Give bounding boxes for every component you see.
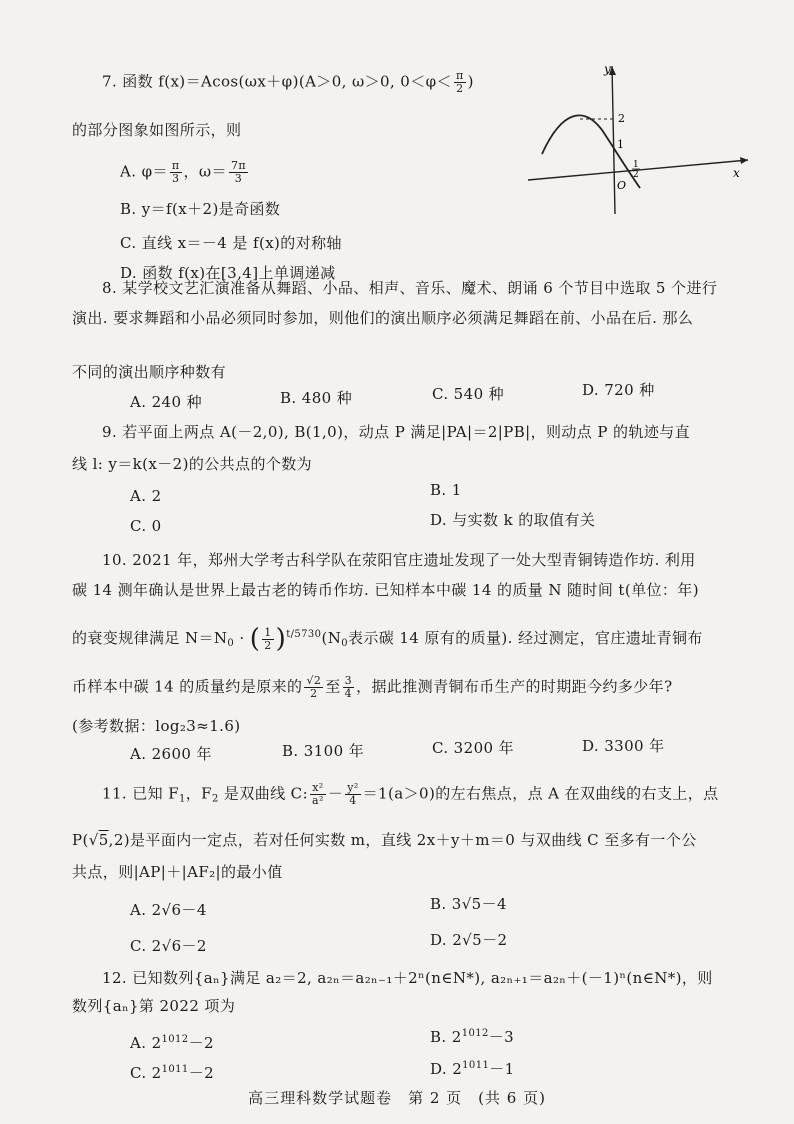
q9-option-c: C. 0 [130,517,162,535]
q9-line2: 线 l: y＝k(x－2)的公共点的个数为 [72,455,313,473]
q10-line4: 币样本中碳 14 的质量约是原来的 $\frac{√2}{2}$ 至 $\frac{3}{4}$ ，据此推测青铜布币生产的时期距今约多少年? [72,674,673,700]
q8-line2: 演出. 要求舞蹈和小品必须同时参加，则他们的演出顺序必须满足舞蹈在前、小品在后. 那么 [72,309,694,327]
q10-line3: 的衰变规律满足 $N=N_0$ · ( $\frac{1}{2}$ )$^{t/5730}(N_0$表示碳 14 原有的质量). 经过测定，官庄遗址青铜布 [72,624,703,654]
q7-option-c: C. 直线 x＝－4 是 f(x)的对称轴 [120,234,342,252]
tick-half-den: 2 [633,170,639,180]
tick-2: 2 [618,112,625,125]
page-footer: 高三理科数学试题卷 第 2 页 (共 6 页) [248,1089,546,1107]
y-axis [612,66,615,214]
q7-function-graph [522,56,754,220]
q10-line2: 碳 14 测年确认是世界上最古老的铸币作坊. 已知样本中碳 14 的质量 N 随时间 t(单位：年) [72,581,699,599]
q10-line1: 10. 2021 年，郑州大学考古科学队在荥阳官庄遗址发现了一处大型青铜铸造作坊. 利用 [102,551,696,569]
q8-option-c: C. 540 种 [432,385,505,403]
q7-option-a: A. φ＝ $\frac{\pi}{3}$ ，ω＝ $\frac{7\pi}{3}$ [120,159,246,185]
q11-option-c: C. 2√6－2 [130,937,207,955]
q12-line2: 数列{aₙ}第 2022 项为 [72,997,236,1015]
y-label: y [604,62,611,76]
q11-line3: 共点，则|AP|＋|AF₂|的最小值 [72,863,283,881]
q12-option-d: D. $2^{1011}-1$ [430,1060,515,1078]
q8-option-b: B. 480 种 [280,389,353,407]
q9-line1: 9. 若平面上两点 A(－2,0), B(1,0)，动点 P 满足|PA|＝2|PB|，则动点 P 的轨迹与直 [102,423,691,441]
q8-line3: 不同的演出顺序种数有 [72,363,227,381]
q10-option-c: C. 3200 年 [432,739,515,757]
tick-half-num: 1 [633,160,639,170]
q7-pi-over-2: $\frac{\pi}{2}$ [455,69,464,95]
q7-option-b: B. y＝f(x＋2)是奇函数 [120,200,281,218]
q7-option-d: D. 函数 f(x)在[3,4]上单调递减 [120,264,336,282]
q12-option-b: B. $2^{1012}-3$ [430,1028,515,1046]
q9-option-d: D. 与实数 k 的取值有关 [430,511,596,529]
q11-option-d: D. 2√5－2 [430,931,508,949]
q10-option-a: A. 2600 年 [130,745,212,763]
q10-option-d: D. 3300 年 [582,737,665,755]
q11-option-a: A. 2√6－4 [130,901,207,919]
tick-1: 1 [617,138,624,151]
x-label: x [733,166,740,180]
q12-option-c: C. $2^{1011}-2$ [130,1064,215,1082]
q8-option-d: D. 720 种 [582,381,655,399]
q7-stem-line1: 7. 函数 f(x)＝Acos(ωx＋φ)(A＞0, ω＞0, 0＜φ＜ $\frac{\pi}{2}$ ) [102,69,474,95]
q10-option-b: B. 3100 年 [282,742,365,760]
q8-line1: 8. 某学校文艺汇演准备从舞蹈、小品、相声、音乐、魔术、朗诵 6 个节目中选取 5 个进行 [102,279,718,297]
q12-option-a: A. $2^{1012}-2$ [130,1034,214,1052]
q9-option-a: A. 2 [130,487,162,505]
q8-option-a: A. 240 种 [130,393,202,411]
q11-line2: P(√5,2)是平面内一定点，若对任何实数 m，直线 2x＋y＋m＝0 与双曲线 C 至多有一个公 [72,831,697,849]
q12-line1: 12. 已知数列{aₙ}满足 a₂＝2, a₂ₙ＝a₂ₙ₋₁＋2ⁿ(n∈N*), a₂ₙ₊₁＝a₂ₙ＋(－1)ⁿ(n∈N*)，则 [102,969,713,987]
x-axis-arrow [740,157,748,164]
q7-stem-line2: 的部分图象如图所示，则 [72,121,242,139]
origin-label: O [617,179,627,192]
q11-line1: 11. 已知 $F_1$，$F_2$ 是双曲线 C: $\frac{\text{x²}}{\text{a²}}$ － $\frac{\text{y²}}{4}$ ＝1(a＞0)的左右焦点，点 A 在双曲线的右支上，点 [102,781,719,807]
q11-option-b: B. 3√5－4 [430,895,507,913]
q9-option-b: B. 1 [430,481,462,499]
q10-reference: (参考数据：log₂3≈1.6) [72,717,241,735]
